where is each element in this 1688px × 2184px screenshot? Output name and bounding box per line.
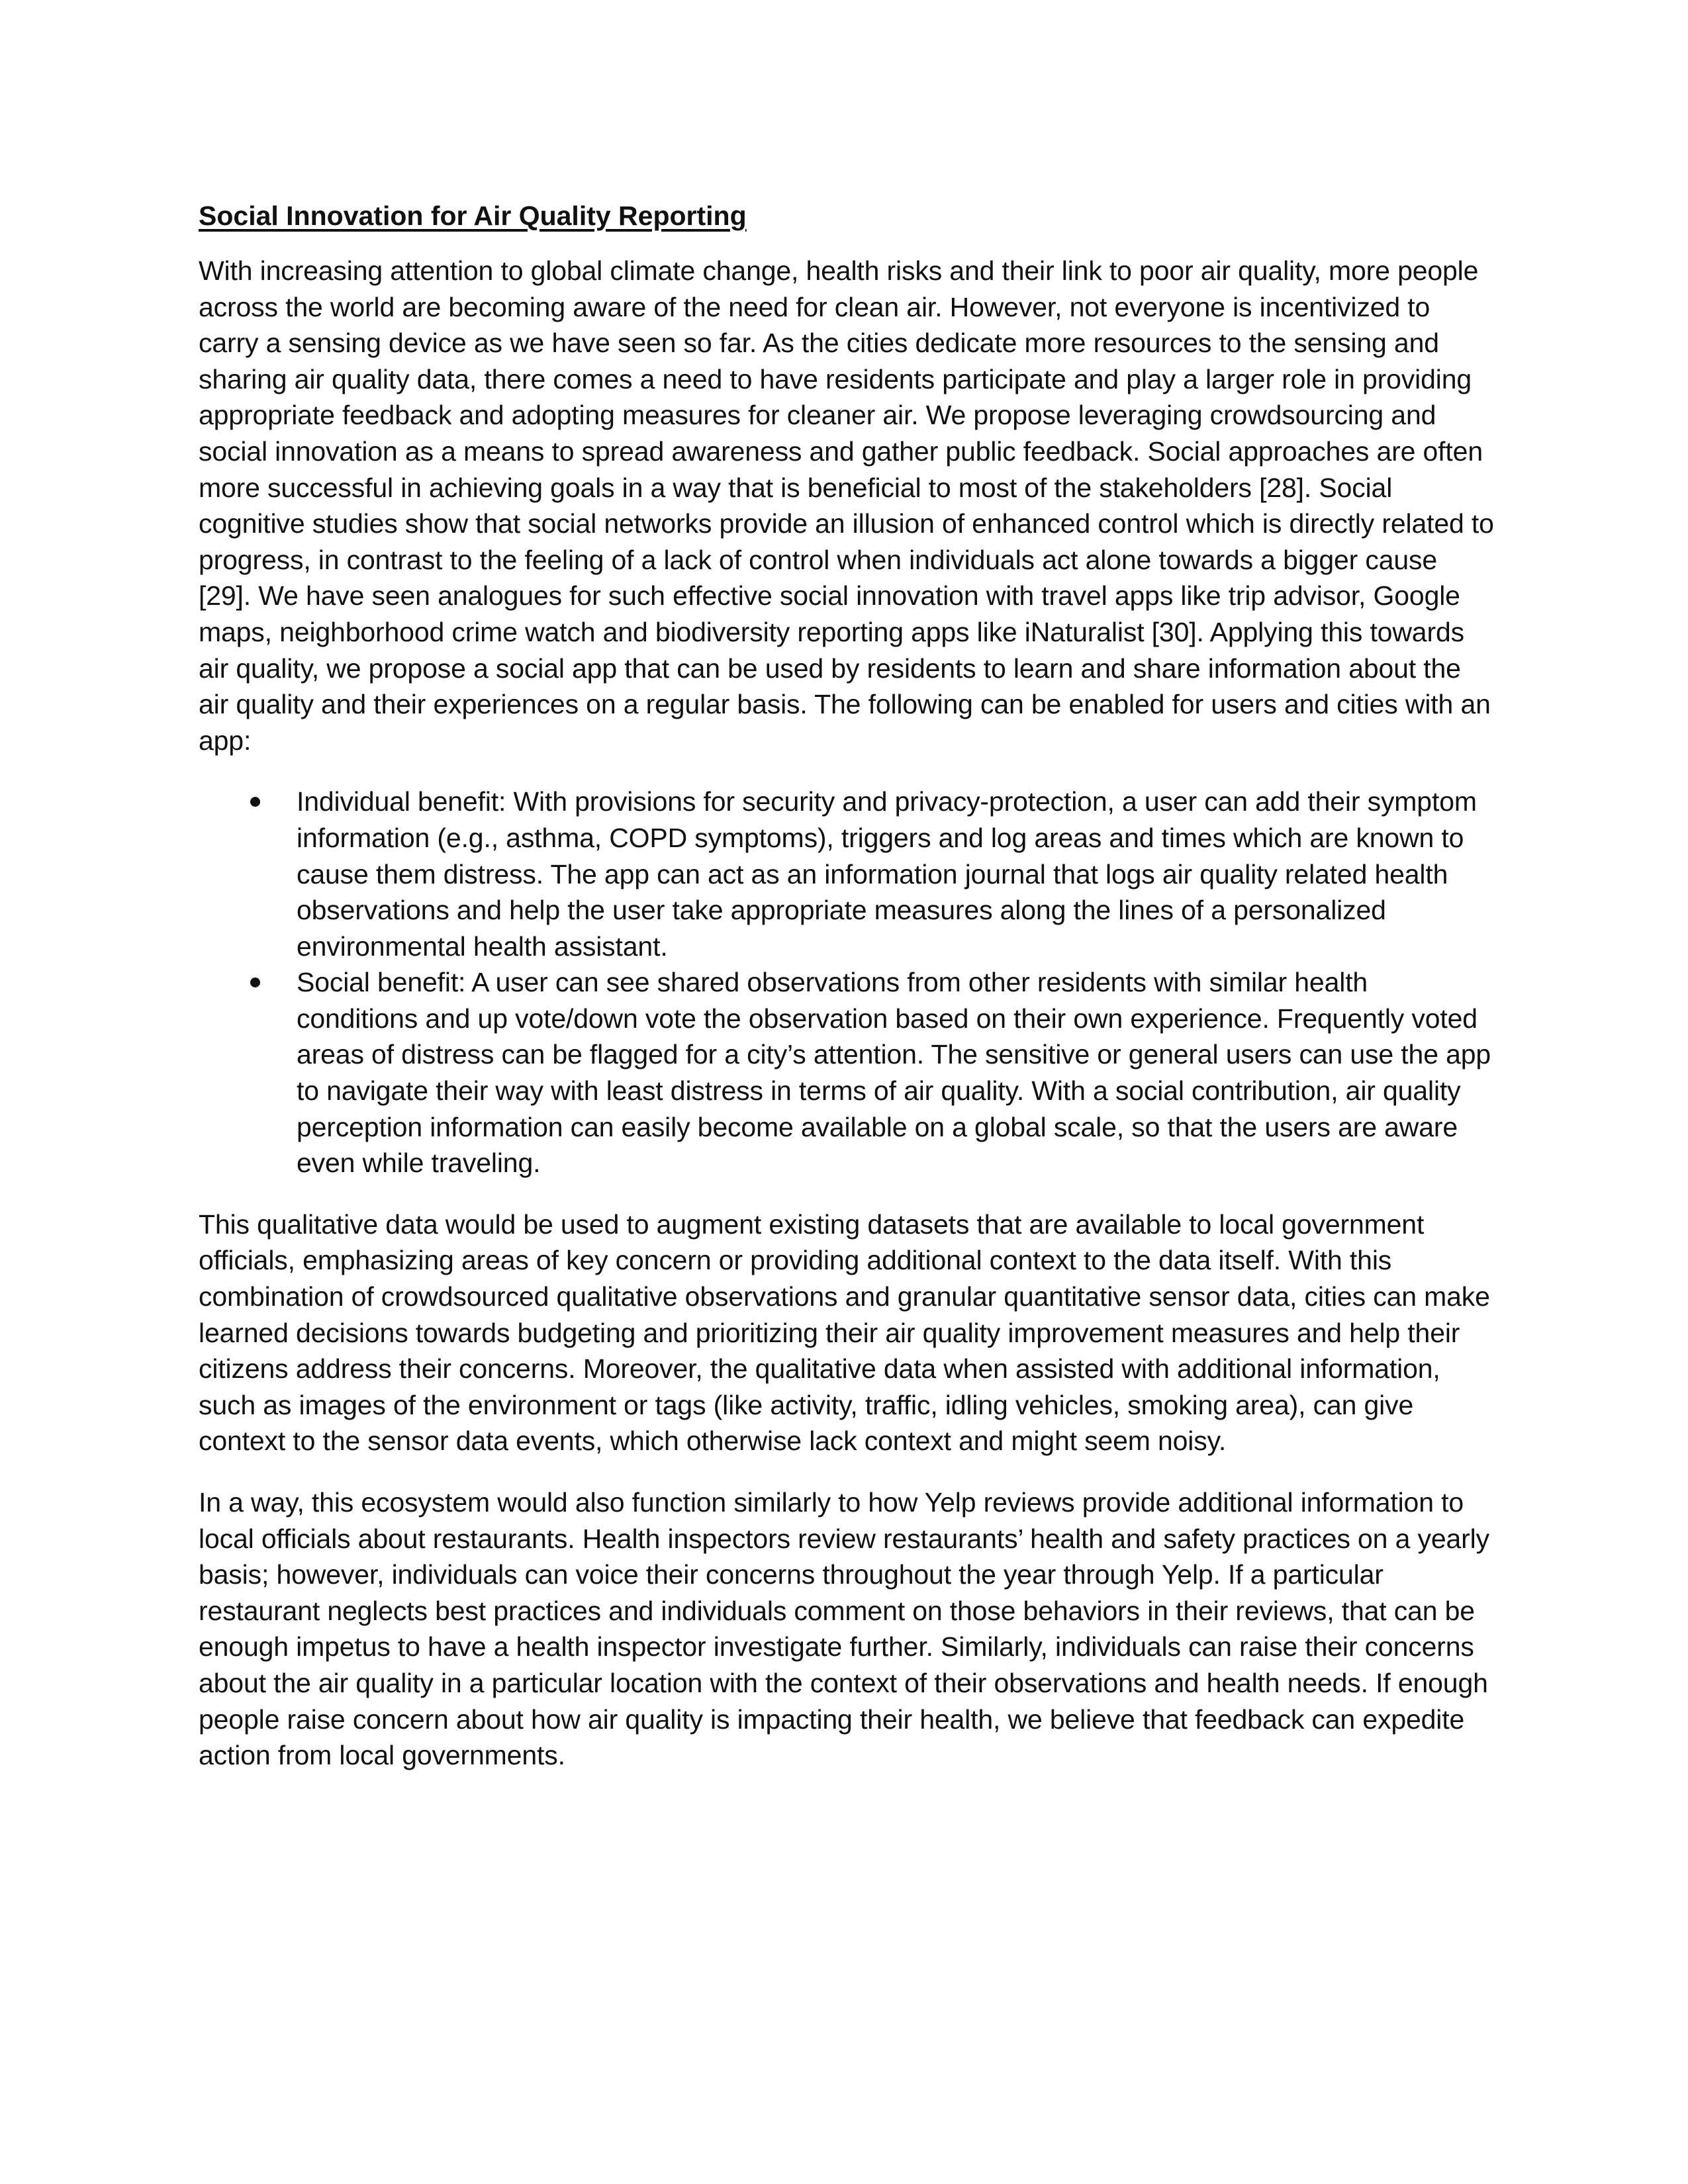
qualitative-data-paragraph: This qualitative data would be used to augment existing datasets that are available to local government officials, emphasizing areas of key concern or providing additional context to the data itself. With this combination of crowdsourced qualitative observations and granular quantitative sensor data, cities can make learned decisions towards budgeting and prioritizing their air quality improvement measures and help their citizens address their concerns. Moreover, the qualitative data when assisted with additional information, such as images of the environment or tags (like activity, traffic, idling vehicles, smoking area), can give context to the sensor data events, which otherwise lack context and might seem noisy. (199, 1208, 1490, 1457)
document-page (199, 196, 1496, 1799)
yelp-analogy-paragraph: In a way, this ecosystem would also function similarly to how Yelp reviews provide additional information to local officials about restaurants. Health inspectors review restaurants’ health and safety practices on a yearly basis; however, individuals can voice their concerns throughout the year through Yelp. If a particular restaurant neglects best practices and individuals comment on those behaviors in their reviews, that can be enough impetus to have a health inspector investigate further. Similarly, individuals can raise their concerns about the air quality in a particular location with the context of their observations and health needs. If enough people raise concern about how air quality is impacting their health, we believe that feedback can expedite action from local governments. (199, 1487, 1489, 1771)
list-item-text: Social benefit: A user can see shared observations from other residents with similar health conditions and up vote/down vote the observation based on their own experience. Frequently voted areas of distress can be flagged for a city’s attention. The sensitive or general users can use the app to navigate their way with least distress in terms of air quality. With a social contribution, air quality perception information can easily become available on a global scale, so that the users are aware even while traveling. (297, 967, 1491, 1179)
intro-paragraph: With increasing attention to global climate change, health risks and their link to poor air quality, more people across the world are becoming aware of the need for clean air. However, not everyone is incentivized to carry a sensing device as we have seen so far. As the cities dedicate more resources to the sensing and sharing air quality data, there comes a need to have residents participate and play a larger role in providing appropriate feedback and adopting measures for cleaner air. We propose leveraging crowdsourcing and social innovation as a means to spread awareness and gather public feedback. Social approaches are often more successful in achieving goals in a way that is beneficial to most of the stakeholders [28]. Social cognitive studies show that social networks provide an illusion of enhanced control which is directly related to progress, in contrast to the feeling of a lack of control when individuals act alone towards a bigger cause [29]. We have seen analogues for such effective social innovation with travel apps like trip advisor, Google maps, neighborhood crime watch and biodiversity reporting apps like iNaturalist [30]. Applying this towards air quality, we propose a social app that can be used by residents to learn and share information about the air quality and their experiences on a regular basis. The following can be enabled for users and cities with an app: (199, 255, 1494, 756)
list-item-text: Individual benefit: With provisions for security and privacy-protection, a user can add their symptom information (e.g., asthma, COPD symptoms), triggers and log areas and times which are known to cause them distress. The app can act as an information journal that logs air quality related health observations and help the user take appropriate measures along the lines of a personalized environmental health assistant. (297, 786, 1477, 962)
document-title: Social Innovation for Air Quality Reporting (199, 201, 747, 231)
benefit-list (199, 784, 1496, 1181)
list-item-individual-benefit (297, 784, 1496, 964)
list-item-social-benefit (297, 964, 1496, 1181)
bullet-icon (250, 978, 260, 987)
bullet-icon (250, 797, 260, 807)
